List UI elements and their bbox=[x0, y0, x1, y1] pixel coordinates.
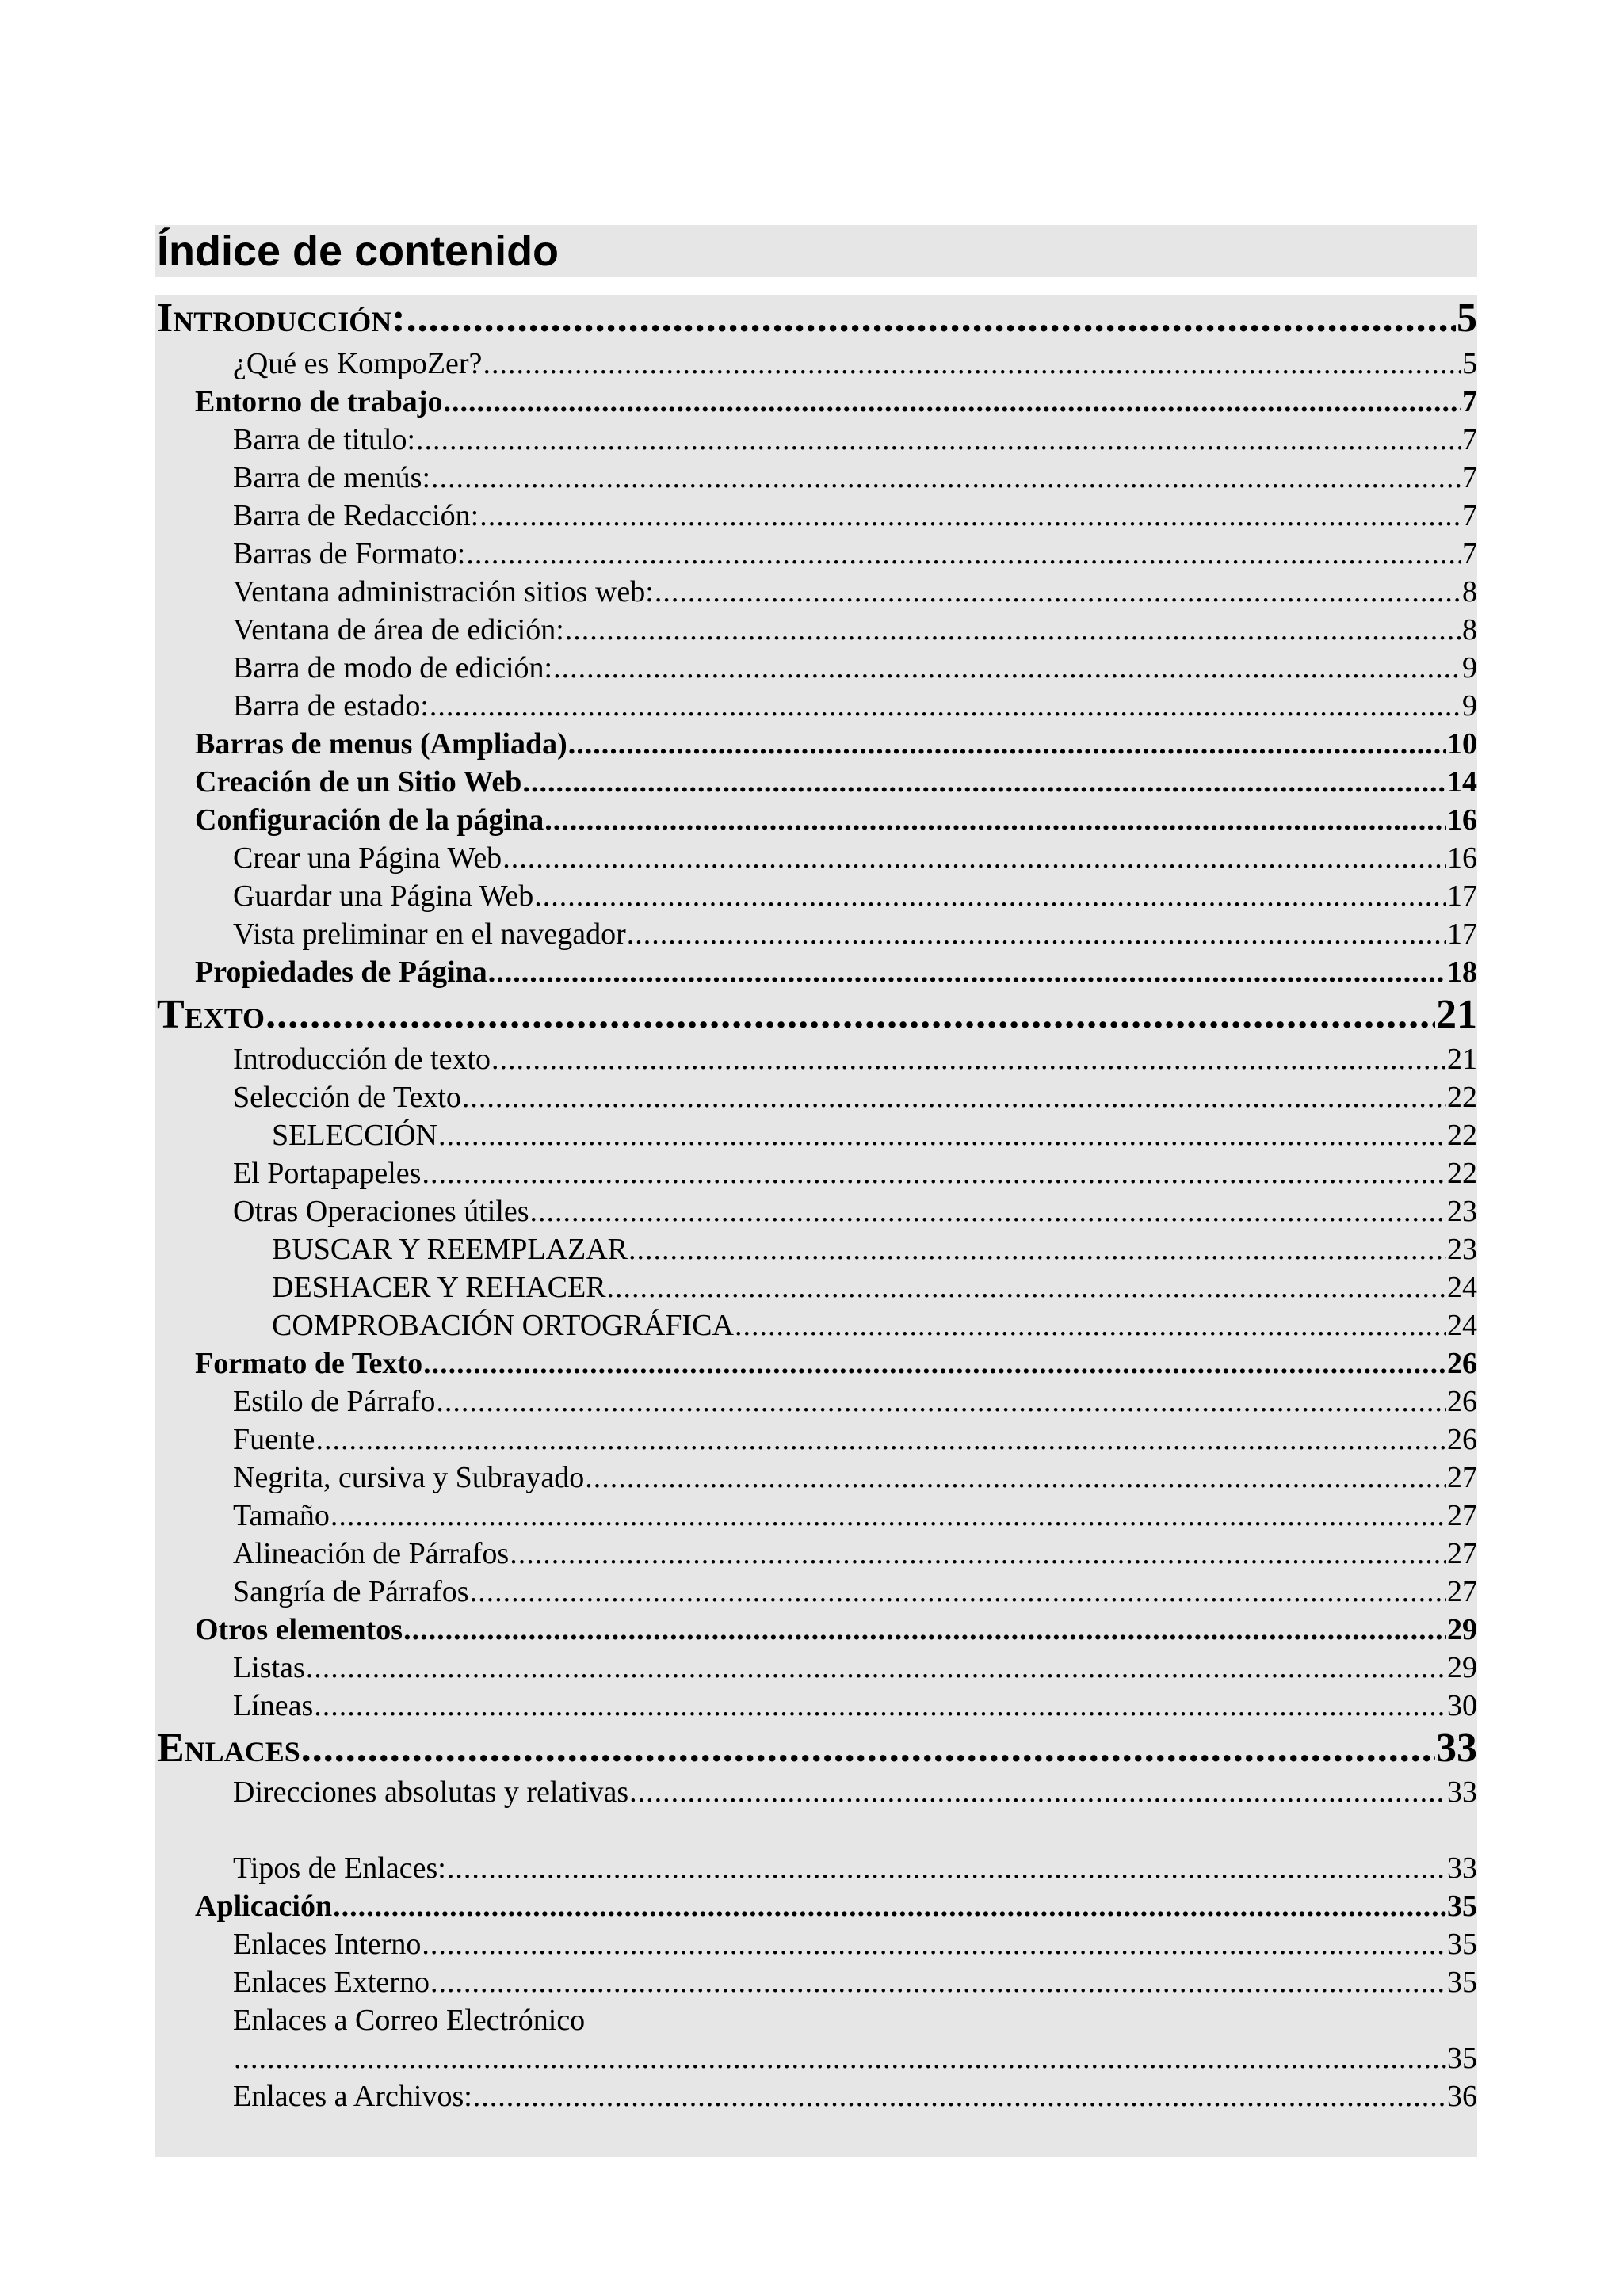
toc-entry-label: Aplicación bbox=[195, 1890, 333, 1923]
toc-entry[interactable] bbox=[233, 839, 1477, 877]
dot-leader bbox=[403, 1611, 1446, 1649]
toc-entry-page: 26 bbox=[1447, 1385, 1477, 1418]
toc-entry-page: 23 bbox=[1447, 1233, 1477, 1266]
dot-leader bbox=[330, 1497, 1446, 1535]
toc-entry-label: DESHACER Y REHACER bbox=[272, 1271, 606, 1304]
toc-entry-page: 29 bbox=[1447, 1613, 1477, 1646]
toc-entry-label: Barras de menus (Ampliada) bbox=[195, 727, 567, 761]
toc-entry[interactable] bbox=[233, 1849, 1477, 1887]
toc-entry-page: 33 bbox=[1447, 1852, 1477, 1885]
toc-entry-section[interactable] bbox=[195, 1611, 1477, 1649]
toc-entry-page: 10 bbox=[1447, 727, 1477, 761]
toc-title: Índice de contenido bbox=[157, 227, 559, 275]
toc-entry[interactable] bbox=[233, 1925, 1477, 1963]
toc-entry-page: 5 bbox=[1457, 296, 1477, 341]
toc-entry-label: BUSCAR Y REEMPLAZAR bbox=[272, 1233, 628, 1266]
toc-entry-chapter[interactable] bbox=[157, 1725, 1477, 1772]
dot-leader bbox=[473, 2077, 1446, 2115]
toc-entry[interactable] bbox=[233, 1497, 1477, 1535]
dot-leader bbox=[502, 839, 1446, 877]
toc-entry-page: 35 bbox=[1447, 2042, 1477, 2075]
toc-entry[interactable] bbox=[233, 1773, 1477, 1811]
toc-entry-page: 24 bbox=[1447, 1309, 1477, 1342]
toc-entry[interactable] bbox=[233, 877, 1477, 915]
toc-entry-label: Otros elementos bbox=[195, 1613, 403, 1646]
toc-entry-page: 16 bbox=[1447, 803, 1477, 837]
toc-entry-page: 35 bbox=[1447, 1890, 1477, 1923]
dot-leader bbox=[530, 1192, 1446, 1230]
toc-entry[interactable] bbox=[233, 1573, 1477, 1611]
dot-leader bbox=[423, 1344, 1446, 1383]
toc-entry-page: 17 bbox=[1447, 879, 1477, 913]
dot-leader bbox=[466, 535, 1461, 573]
toc-entry-label: Entorno de trabajo bbox=[195, 385, 443, 418]
dot-leader bbox=[510, 1535, 1446, 1573]
toc-entry-label: Crear una Página Web bbox=[233, 841, 502, 875]
toc-entry[interactable] bbox=[233, 1192, 1477, 1230]
toc-entry[interactable] bbox=[233, 421, 1477, 459]
toc-entry-page: 36 bbox=[1447, 2080, 1477, 2113]
dot-leader bbox=[333, 1887, 1446, 1925]
toc-entry-page: 8 bbox=[1462, 575, 1477, 608]
dot-leader bbox=[565, 611, 1461, 649]
toc-entry-page: 7 bbox=[1462, 499, 1477, 532]
toc-entry-label: Negrita, cursiva y Subrayado bbox=[233, 1461, 585, 1494]
toc-entry-page: 8 bbox=[1462, 613, 1477, 646]
dot-leader bbox=[430, 1963, 1446, 2001]
toc-entry-page: 14 bbox=[1447, 765, 1477, 799]
toc-entry-section[interactable] bbox=[195, 953, 1477, 991]
toc-entry-label: Barra de titulo: bbox=[233, 423, 416, 456]
toc-entry-label: Creación de un Sitio Web bbox=[195, 765, 522, 799]
toc-entry-page: 27 bbox=[1447, 1461, 1477, 1494]
toc-entry-label: Enlaces Externo bbox=[233, 1966, 430, 1999]
toc-entry-page: 9 bbox=[1462, 689, 1477, 723]
toc-entry-label: Fuente bbox=[233, 1423, 315, 1456]
toc-entry-page: 22 bbox=[1447, 1119, 1477, 1152]
toc-entry[interactable] bbox=[233, 1421, 1477, 1459]
toc-entry-page: 29 bbox=[1447, 1651, 1477, 1684]
toc-entry-label: Configuración de la página bbox=[195, 803, 544, 837]
toc-entry-label: Alineación de Párrafos bbox=[233, 1537, 510, 1570]
dot-leader bbox=[436, 1383, 1446, 1421]
toc-entry-label: Barra de modo de edición: bbox=[233, 651, 553, 685]
dot-leader bbox=[479, 497, 1461, 535]
toc-entry-page: 30 bbox=[1447, 1689, 1477, 1722]
toc-entry-label: Enlaces a Archivos: bbox=[233, 2080, 472, 2113]
toc-entry-page: 21 bbox=[1436, 992, 1477, 1037]
toc-entry-page: 33 bbox=[1436, 1726, 1477, 1771]
toc-entry-label: Texto bbox=[157, 992, 265, 1037]
toc-entry-label: COMPROBACIÓN ORTOGRÁFICA bbox=[272, 1309, 734, 1342]
toc-entry[interactable] bbox=[233, 345, 1477, 383]
toc-entry-page: 21 bbox=[1447, 1043, 1477, 1076]
toc-entry-page: 24 bbox=[1447, 1271, 1477, 1304]
dot-leader bbox=[585, 1459, 1446, 1497]
dot-leader bbox=[488, 953, 1446, 991]
toc-entry[interactable] bbox=[233, 2077, 1477, 2115]
toc-entry-section[interactable] bbox=[195, 725, 1477, 763]
toc-entry-label: Ventana de área de edición: bbox=[233, 613, 564, 646]
dot-leader bbox=[491, 1040, 1446, 1078]
toc-entry-page: 16 bbox=[1447, 841, 1477, 875]
toc-entry-page: 22 bbox=[1447, 1081, 1477, 1114]
dot-leader bbox=[443, 383, 1461, 421]
toc-entry-label: Introducción: bbox=[157, 296, 406, 341]
toc-entry-section[interactable] bbox=[195, 383, 1477, 421]
toc-entry-page: 5 bbox=[1462, 347, 1477, 380]
dot-leader bbox=[655, 573, 1461, 611]
dot-leader bbox=[470, 1573, 1446, 1611]
toc-entry-page: 18 bbox=[1447, 955, 1477, 989]
toc-entry-page: 26 bbox=[1447, 1423, 1477, 1456]
toc-entry-label: Barras de Formato: bbox=[233, 537, 466, 570]
toc-entry[interactable] bbox=[233, 497, 1477, 535]
toc-entry-label: El Portapapeles bbox=[233, 1157, 422, 1190]
toc-entry-label: ¿Qué es KompoZer? bbox=[233, 347, 483, 380]
toc-entry[interactable] bbox=[233, 535, 1477, 573]
dot-leader bbox=[301, 1725, 1435, 1772]
dot-leader bbox=[629, 1773, 1446, 1811]
toc-entry-page: 27 bbox=[1447, 1499, 1477, 1532]
toc-entry-label: Barra de menús: bbox=[233, 461, 431, 494]
toc-entry-page: 35 bbox=[1447, 1928, 1477, 1961]
dot-leader bbox=[628, 1230, 1446, 1268]
dot-leader bbox=[735, 1306, 1446, 1344]
toc-entry-label: Selección de Texto bbox=[233, 1081, 461, 1114]
dot-leader bbox=[607, 1268, 1446, 1306]
dot-leader bbox=[553, 649, 1461, 687]
dot-leader bbox=[314, 1687, 1446, 1725]
toc-entry-page: 9 bbox=[1462, 651, 1477, 685]
toc-entry-label: Tamaño bbox=[233, 1499, 330, 1532]
toc-entry[interactable] bbox=[233, 1154, 1477, 1192]
dot-leader bbox=[431, 459, 1461, 497]
dot-leader bbox=[315, 1421, 1446, 1459]
toc-entry-label: Ventana administración sitios web: bbox=[233, 575, 654, 608]
toc-entry-label: Propiedades de Página bbox=[195, 955, 487, 989]
dot-leader bbox=[422, 1154, 1446, 1192]
toc-entry-label: Barra de estado: bbox=[233, 689, 429, 723]
toc-entry-page: 26 bbox=[1447, 1347, 1477, 1380]
toc-entry-label: Sangría de Párrafos bbox=[233, 1575, 469, 1608]
dot-leader bbox=[447, 1849, 1446, 1887]
toc-entry[interactable] bbox=[272, 1268, 1477, 1306]
toc-entry-page: 27 bbox=[1447, 1575, 1477, 1608]
toc-entry[interactable] bbox=[233, 459, 1477, 497]
toc-entry[interactable] bbox=[233, 1535, 1477, 1573]
toc-entry[interactable] bbox=[272, 1116, 1477, 1154]
toc-entry-label: Enlaces Interno bbox=[233, 1928, 422, 1961]
toc-entry-page: 7 bbox=[1462, 537, 1477, 570]
toc-entry[interactable] bbox=[233, 1687, 1477, 1725]
toc-entry-section[interactable] bbox=[195, 1344, 1477, 1383]
toc-entry[interactable] bbox=[233, 611, 1477, 649]
toc-entry-label: Estilo de Párrafo bbox=[233, 1385, 436, 1418]
toc-entry-page: 23 bbox=[1447, 1195, 1477, 1228]
toc-entry-page: 7 bbox=[1462, 461, 1477, 494]
dot-leader bbox=[544, 801, 1446, 839]
dot-leader bbox=[407, 295, 1456, 342]
dot-leader bbox=[438, 1116, 1446, 1154]
toc-entry[interactable] bbox=[233, 1459, 1477, 1497]
toc-entry-chapter[interactable] bbox=[157, 295, 1477, 342]
dot-leader bbox=[627, 915, 1446, 953]
toc-entry-page: 27 bbox=[1447, 1537, 1477, 1570]
toc-entry[interactable] bbox=[233, 1383, 1477, 1421]
toc-entry-label: Vista preliminar en el navegador bbox=[233, 917, 626, 951]
dot-leader bbox=[234, 2039, 1446, 2077]
toc-entry-page: 7 bbox=[1462, 385, 1477, 418]
dot-leader bbox=[416, 421, 1461, 459]
dot-leader bbox=[265, 991, 1435, 1039]
toc-entry[interactable] bbox=[233, 649, 1477, 687]
toc-entry-label: Otras Operaciones útiles bbox=[233, 1195, 529, 1228]
dot-leader bbox=[522, 763, 1446, 801]
dot-leader bbox=[430, 687, 1461, 725]
toc-entry[interactable] bbox=[233, 573, 1477, 611]
toc-entry-label: Tipos de Enlaces: bbox=[233, 1852, 446, 1885]
toc-entry-page: 17 bbox=[1447, 917, 1477, 951]
toc-entry[interactable] bbox=[233, 1040, 1477, 1078]
toc-entry[interactable] bbox=[233, 1963, 1477, 2001]
toc-entry-page: 7 bbox=[1462, 423, 1477, 456]
dot-leader bbox=[483, 345, 1461, 383]
toc-entry-label: Introducción de texto bbox=[233, 1043, 491, 1076]
toc-entry[interactable] bbox=[233, 687, 1477, 725]
toc-entry-label: Enlaces bbox=[157, 1726, 300, 1771]
toc-entry-chapter[interactable] bbox=[157, 991, 1477, 1039]
toc-entry-label-wrapped[interactable]: Enlaces a Correo Electrónico bbox=[233, 2004, 586, 2037]
dot-leader bbox=[306, 1649, 1446, 1687]
toc-entry-label: Líneas bbox=[233, 1689, 314, 1722]
toc-entry-section[interactable] bbox=[195, 1887, 1477, 1925]
toc-entry-page: 35 bbox=[1447, 1966, 1477, 1999]
dot-leader bbox=[462, 1078, 1446, 1116]
toc-entry-label: Barra de Redacción: bbox=[233, 499, 479, 532]
toc-entry-section[interactable] bbox=[195, 801, 1477, 839]
toc-entry-section[interactable] bbox=[195, 763, 1477, 801]
toc-entry-label: Direcciones absolutas y relativas bbox=[233, 1775, 629, 1809]
toc-entry-page: 22 bbox=[1447, 1157, 1477, 1190]
toc-entry[interactable] bbox=[272, 1306, 1477, 1344]
toc-entry-label: Guardar una Página Web bbox=[233, 879, 534, 913]
toc-entry[interactable] bbox=[272, 1230, 1477, 1268]
dot-leader bbox=[534, 877, 1446, 915]
toc-entry-label: SELECCIÓN bbox=[272, 1119, 437, 1152]
dot-leader bbox=[568, 725, 1446, 763]
toc-entry[interactable] bbox=[233, 915, 1477, 953]
toc-entry-page: 33 bbox=[1447, 1775, 1477, 1809]
dot-leader bbox=[422, 1925, 1446, 1963]
toc-entry-label: Formato de Texto bbox=[195, 1347, 423, 1380]
toc-entry[interactable] bbox=[233, 1078, 1477, 1116]
toc-entry-label: Listas bbox=[233, 1651, 305, 1684]
toc-entry[interactable] bbox=[233, 1649, 1477, 1687]
toc-entry-continuation[interactable] bbox=[233, 2039, 1477, 2077]
